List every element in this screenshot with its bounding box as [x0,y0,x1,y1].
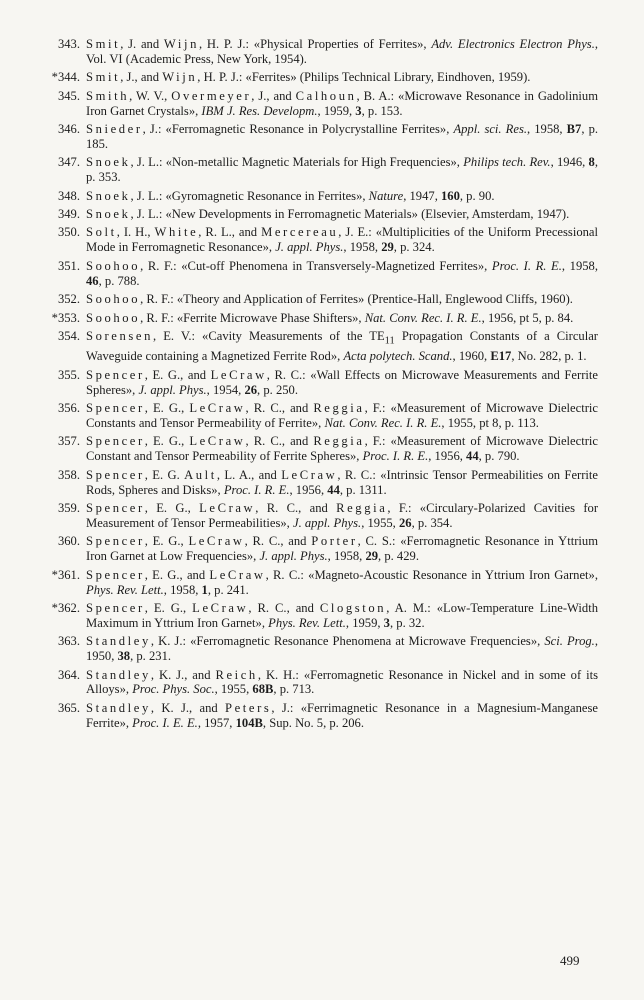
author-name: LeCraw [210,367,267,382]
reference-entry [36,311,598,326]
reference-entry [36,401,598,431]
reference-number: 358. [57,467,80,482]
reference-body [86,468,598,498]
ref-text: , 1947, [403,188,441,203]
ref-text: , J. L.: «Non-metallic Magnetic Materials for High Frequencies», [130,155,464,170]
author-name: Soohoo [86,292,141,307]
journal-title: Appl. sci. Res. [453,122,527,137]
reference-number: 351. [57,258,80,273]
ref-text: , p. 429. [378,549,419,564]
reference-body [86,225,598,255]
ref-text: , 1960, [452,349,491,364]
author-name: Snieder [86,122,143,137]
ref-text: , F.: «Circulary-Polarized Cavities for Measurement of Tensor Permeabilities», [86,500,599,530]
ref-text: , 1946, [550,155,589,170]
ref-text: , R. F.: «Ferrite Microwave Phase Shifters», [140,310,365,325]
volume: 44 [466,449,479,464]
ref-text: , J. L.: «Gyromagnetic Resonance in Ferrites», [130,188,369,203]
ref-text: , I. H., [116,225,155,240]
author-name: Overmeyer [171,88,252,103]
journal-title: Nature [368,188,404,203]
reference-list [36,37,598,734]
ref-text: , K. J.: «Ferromagnetic Resonance Phenomena at Microwave Frequencies», [150,634,545,649]
author-name: Spencer [86,434,145,449]
volume: 29 [365,549,379,564]
reference-body [86,501,598,531]
ref-text: , 1956, [289,482,328,497]
journal-title: IBM J. Res. Developm. [201,103,318,118]
journal-title: J. appl. Phys. [292,515,362,530]
journal-title: J. appl. Phys. [138,382,207,397]
reference-entry [36,368,598,398]
ref-text: , 1956, [428,449,467,464]
reference-entry [36,468,598,498]
ref-text: , No. 282, p. 1. [511,349,587,364]
ref-text: , K. J., and [150,700,225,715]
page-number: 499 [560,953,580,968]
ref-text: , p. 1311. [339,482,387,497]
reference-entry [36,329,598,364]
ref-text: , p. 32. [389,615,425,630]
author-name: LeCraw [199,500,256,515]
ref-text: , p. 250. [257,382,298,397]
ref-text: , R. C.: «Wall Effects on Microwave Measurements and Ferrite Spheres», [86,367,598,397]
ref-text: , R. F.: «Cut-off Phenomena in Transversely-Magnetized Ferrites», [140,258,492,273]
ref-text: , R. C.: «Intrinsic Tensor Permeabilities on Ferrite Rods, Spheres and Disks», [86,467,599,497]
author-name: Reggia [313,434,365,449]
author-name: Standley [86,667,151,682]
author-name: LeCraw [189,401,246,416]
ref-text: , p. 353. [86,155,598,185]
volume: 160 [440,188,460,203]
author-name: Wijn [163,37,199,51]
ref-text: , E. G., [144,401,190,416]
ref-text: , p. 790. [478,449,520,464]
reference-body [86,189,598,204]
ref-text: , R. C., and [245,434,314,449]
ref-text: , 1956, pt 5, p. 84. [481,310,574,325]
ref-text: , R. C., and [244,534,312,549]
reference-body [86,259,598,289]
reference-number: 356. [57,401,80,416]
ref-text: , A. M.: «Low-Temperature Line-Width Maximum in Yttrium Iron Garnet», [86,600,599,630]
author-name: Porter [311,534,358,549]
reference-body [86,70,598,85]
reference-number: 348. [57,188,80,203]
reference-number: 360. [57,534,80,549]
reference-entry [36,501,598,531]
ref-text: , E. G., and [144,567,210,582]
ref-text: , J., and [251,88,296,103]
ref-text: , J.: «Ferromagnetic Resonance in Polycrystalline Ferrites», [142,122,454,137]
ref-text: , J. and [120,37,164,51]
journal-title: Adv. Electronics Electron Phys. [431,37,595,51]
journal-title: Phys. Rev. Lett. [86,582,164,597]
journal-title: Acta polytech. Scand. [343,349,453,364]
author-name: Snoek [86,155,131,170]
author-name: Clogston [319,600,387,615]
ref-text: , 1955, [214,682,253,697]
reference-number: 352. [57,292,80,307]
ref-text: , W. V., [129,88,172,103]
author-name: Smit [86,37,121,51]
reference-number: 349. [57,207,80,222]
reference-number: 345. [57,88,80,103]
reference-entry [36,122,598,152]
ref-text: , p. 153. [361,103,403,118]
reference-body [86,37,598,67]
reference-number: 343. [57,37,80,51]
ref-text: , p. 324. [393,240,435,255]
reference-entry [36,189,598,204]
ref-text: , E. G. [144,467,185,482]
reference-body [86,207,598,222]
reference-entry [36,37,598,67]
journal-title: Nat. Conv. Rec. I. R. E. [364,310,482,325]
journal-title: Proc. Phys. Soc. [132,682,215,697]
author-name: Ault [184,467,217,482]
reference-number: 354. [57,328,80,343]
volume: 46 [86,273,99,288]
author-name: White [154,225,199,240]
volume: 3 [355,103,362,118]
author-name: Standley [86,634,151,649]
ref-text: , K. H.: «Ferromagnetic Resonance in Nickel and in some of its Alloys», [86,667,598,697]
author-name: Peters [225,700,272,715]
author-name: Mercereau [261,225,339,240]
author-name: Reich [215,667,258,682]
ref-text: , p. 90. [459,188,495,203]
reference-entry [36,70,598,85]
volume: 26 [244,382,258,397]
reference-body [86,122,598,152]
reference-number: 350. [57,225,80,240]
author-name: Spencer [86,600,145,615]
author-name: LeCraw [209,567,266,582]
reference-body [86,701,598,731]
reference-body [86,292,598,307]
reference-number: 347. [57,155,80,170]
ref-text: , 1959, [345,615,384,630]
ref-text: , J. L.: «New Developments in Ferromagnetic Materials» (Elsevier, Amsterdam, 1947). [130,207,570,222]
journal-title: Proc. I. R. E. [362,449,429,464]
ref-text: , R. C., and [248,600,320,615]
ref-text: , R. C., and [245,401,314,416]
author-name: Soohoo [86,310,141,325]
author-name: LeCraw [281,467,338,482]
ref-text: , 1958, [561,258,598,273]
volume: 1 [201,582,208,597]
reference-body [86,401,598,431]
journal-title: Proc. I. R. E. [223,482,290,497]
ref-text: , R. C.: «Magneto-Acoustic Resonance in Yttrium Iron Garnet», [265,567,598,582]
author-name: Soohoo [86,258,141,273]
ref-text: , 1959, [317,103,356,118]
ref-text: , 1955, pt 8, p. 113. [441,415,539,430]
reference-body [86,311,598,326]
ref-text: , F.: «Measurement of Microwave Dielectric Constant and Tensor Permeability of Ferrite Spheres», [86,434,598,464]
ref-text: , F.: «Measurement of Microwave Dielectric Constants and Tensor Permeability of Ferrite», [86,401,598,430]
volume: 104B [235,715,263,730]
author-name: Spencer [86,567,145,582]
volume: 68B [252,682,274,697]
author-name: Smith [86,88,130,103]
reference-entry [36,568,598,598]
reference-number: 357. [57,434,80,449]
subscript: 11 [384,335,395,347]
journal-title: Proc. I. E. E. [132,715,198,730]
reference-number: *353. [51,310,80,325]
author-name: Spencer [86,367,145,382]
ref-text: , H. P. J.: «Ferrites» (Philips Technical Library, Eindhoven, 1959). [197,70,531,85]
reference-entry [36,292,598,307]
ref-text: , Sup. No. 5, p. 206. [262,715,364,730]
ref-text: , p. 185. [86,122,599,151]
journal-title: Nat. Conv. Rec. I. R. E. [324,415,442,430]
author-name: Sorensen [86,328,153,343]
author-name: Spencer [86,401,145,416]
reference-number: 346. [57,122,80,137]
volume: 38 [117,649,131,664]
reference-body [86,534,598,564]
ref-text: , K. J., and [150,667,216,682]
journal-title: Sci. Prog. [544,634,595,649]
author-name: Spencer [86,534,145,549]
author-name: LeCraw [188,534,245,549]
ref-text: , 1958, [527,122,567,137]
volume: E17 [490,349,512,364]
ref-text: , 1954, [206,382,245,397]
author-name: LeCraw [192,600,249,615]
journal-title: J. appl. Phys. [275,240,344,255]
reference-entry [36,601,598,631]
ref-text: , p. 241. [207,582,249,597]
volume: 26 [398,515,412,530]
reference-body [86,155,598,185]
ref-text: , p. 231. [130,649,172,664]
ref-text: , E. G., [144,534,189,549]
ref-text: , J., and [120,70,163,85]
reference-entry [36,225,598,255]
reference-number: 359. [57,500,80,515]
reference-entry [36,701,598,731]
author-name: Wijn [162,70,198,85]
reference-number: 364. [57,667,80,682]
journal-title: Philips tech. Rev. [463,155,551,170]
reference-body [86,568,598,598]
author-name: Smit [86,70,121,85]
ref-text: , 1957, [197,715,236,730]
ref-text: , H. P. J.: «Physical Properties of Ferrites», [198,37,432,51]
ref-text: , 1958, [163,582,202,597]
ref-text: , R. L., and [198,225,262,240]
reference-number: 355. [57,367,80,382]
reference-body [86,668,598,698]
volume: 44 [327,482,340,497]
volume: 8 [588,155,595,170]
ref-text: , 1950, [86,634,598,664]
reference-entry [36,534,598,564]
ref-text: , C. S.: «Ferromagnetic Resonance in Yttrium Iron Garnet at Low Frequencies», [86,534,599,564]
ref-text: , R. C., and [255,500,337,515]
author-name: Snoek [86,188,131,203]
reference-number: 365. [57,700,80,715]
volume: 29 [381,240,394,255]
ref-text: , p. 713. [273,682,315,697]
journal-title: Phys. Rev. Lett. [268,615,346,630]
reference-entry [36,259,598,289]
ref-text: Propagation Constants of a Circular Waveguide containing a Magnetized Ferrite Rod», [86,328,598,364]
ref-text: , p. 788. [98,273,140,288]
author-name: Standley [86,700,151,715]
volume: 3 [383,615,390,630]
author-name: Calhoun [295,88,357,103]
author-name: Solt [86,225,117,240]
ref-text: , 1958, [343,240,382,255]
ref-text: , E. G., [144,434,190,449]
author-name: Snoek [86,207,131,222]
reference-entry [36,155,598,185]
reference-entry [36,207,598,222]
ref-text: , E. V.: «Cavity Measurements of the TE [152,328,385,343]
reference-number: *362. [51,600,80,615]
ref-text: , p. 354. [411,515,453,530]
author-name: Reggia [313,401,365,416]
ref-text: , 1955, [361,515,399,530]
ref-text: , J. E.: «Multiplicities of the Uniform Precessional Mode in Ferromagnetic Resonance», [86,225,599,255]
reference-number: *344. [51,70,80,85]
reference-body [86,89,598,119]
reference-body [86,634,598,664]
reference-entry [36,668,598,698]
journal-title: Proc. I. R. E. [491,258,562,273]
ref-text: , 1958, [327,549,366,564]
volume: B7 [566,122,582,137]
reference-entry [36,89,598,119]
reference-entry [36,634,598,664]
ref-text: , E. G., [144,500,200,515]
ref-text: , R. F.: «Theory and Application of Ferrites» (Prentice-Hall, Englewood Cliffs, 1960). [140,292,573,307]
reference-body [86,329,598,364]
author-name: Spencer [86,467,145,482]
author-name: LeCraw [189,434,246,449]
ref-text: , L. A., and [216,467,282,482]
author-name: Reggia [336,500,388,515]
journal-title: J. appl. Phys. [259,549,328,564]
reference-number: *361. [51,567,80,582]
reference-body [86,368,598,398]
ref-text: , J.: «Ferrimagnetic Resonance in a Magnesium-Manganese Ferrite», [86,700,598,730]
ref-text: , E. G., [144,600,193,615]
ref-text: , E. G., and [144,367,211,382]
reference-body [86,434,598,464]
reference-body [86,601,598,631]
reference-entry [36,434,598,464]
ref-text: , B. A.: «Microwave Resonance in Gadolinium Iron Garnet Crystals», [86,88,598,118]
author-name: Spencer [86,500,145,515]
reference-number: 363. [57,634,80,649]
ref-text: , Vol. VI (Academic Press, New York, 1954). [86,37,598,66]
